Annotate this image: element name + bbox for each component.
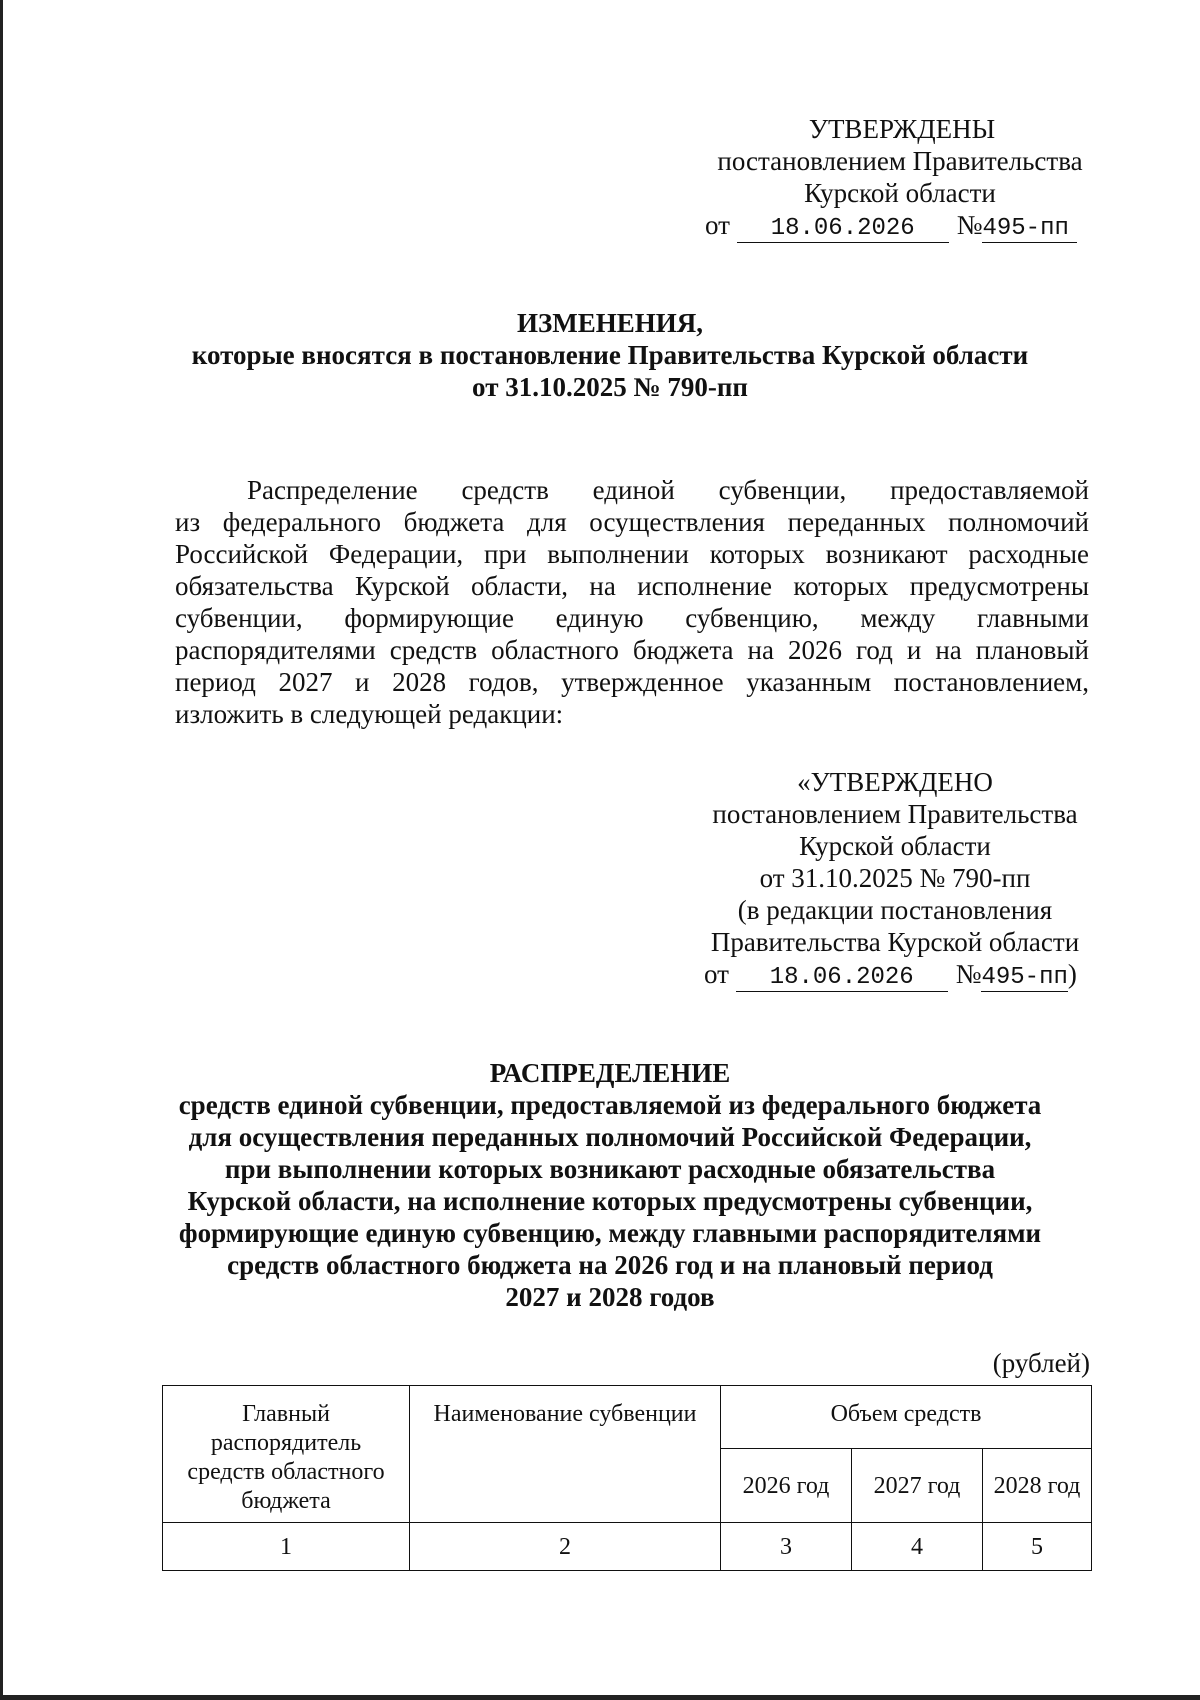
paragraph-line: обязательства Курской области, на исполнение которых предусмотрены xyxy=(175,571,1089,601)
body-paragraph xyxy=(175,474,1089,730)
distribution-title xyxy=(150,1057,1070,1313)
distribution-table xyxy=(162,1385,1092,1571)
paragraph-line: Распределение средств единой субвенции, предоставляемой xyxy=(247,475,1089,505)
distribution-title-line: для осуществления переданных полномочий Российской Федерации, xyxy=(188,1122,1032,1152)
approval-date: 18.06.2026 xyxy=(736,965,948,992)
distribution-title-line: при выполнении которых возникают расходные обязательства xyxy=(224,1154,996,1184)
paragraph-line: период 2027 и 2028 годов, утвержденное указанным постановлением, xyxy=(175,667,1089,697)
approval-line: постановлением Правительства xyxy=(717,146,1083,176)
approval-line: от 31.10.2025 № 790-пп xyxy=(759,863,1031,893)
approval-date-line xyxy=(690,958,1100,992)
table-header-funds-volume: Объем средств xyxy=(721,1386,1092,1449)
approval-block-top xyxy=(700,113,1100,243)
approval-block-second xyxy=(690,766,1100,992)
approval-heading: УТВЕРЖДЕНЫ xyxy=(808,114,996,144)
approval-number: 495-пп xyxy=(981,964,1068,991)
distribution-title-line: средств областного бюджета на 2026 год и на плановый период xyxy=(227,1250,993,1280)
table-header-subvention-name: Наименование субвенции xyxy=(410,1386,721,1523)
distribution-title-line: РАСПРЕДЕЛЕНИЕ xyxy=(489,1058,731,1088)
approval-date: 18.06.2026 xyxy=(737,216,949,243)
table-column-number: 3 xyxy=(721,1523,852,1571)
date-prefix: от xyxy=(705,210,730,240)
table-column-number: 2 xyxy=(410,1523,721,1571)
changes-title-line: которые вносятся в постановление Правительства Курской области xyxy=(191,340,1029,370)
table-header-year-2027: 2027 год xyxy=(852,1449,983,1523)
paragraph-line: субвенции, формирующие единую субвенцию, между главными xyxy=(175,603,1089,633)
changes-title-line: ИЗМЕНЕНИЯ, xyxy=(516,308,703,338)
table-header-year-2028: 2028 год xyxy=(983,1449,1092,1523)
approval-line: Курской области xyxy=(799,831,991,861)
closing-paren: ) xyxy=(1067,959,1077,989)
distribution-title-line: Курской области, на исполнение которых предусмотрены субвенции, xyxy=(187,1186,1033,1216)
changes-title-line: от 31.10.2025 № 790-пп xyxy=(472,372,748,402)
table-column-number: 4 xyxy=(852,1523,983,1571)
table-column-number: 1 xyxy=(163,1523,410,1571)
paragraph-line: изложить в следующей редакции: xyxy=(175,699,564,729)
approval-line: Правительства Курской области xyxy=(710,927,1080,957)
date-prefix: от xyxy=(704,959,729,989)
distribution-title-line: 2027 и 2028 годов xyxy=(505,1282,715,1312)
changes-title xyxy=(150,307,1070,403)
approval-number: 495-пп xyxy=(982,216,1077,243)
approval-line: (в редакции постановления xyxy=(737,895,1053,925)
scan-left-border xyxy=(0,0,3,1700)
table-header-main-administrator: Главный распорядитель средств областного бюджета xyxy=(163,1386,410,1523)
approval-line: постановлением Правительства xyxy=(712,799,1078,829)
scan-bottom-border xyxy=(0,1695,1200,1700)
distribution-title-line: формирующие единую субвенцию, между главными распорядителями xyxy=(178,1218,1042,1248)
approval-heading: «УТВЕРЖДЕНО xyxy=(797,767,993,797)
approval-date-line xyxy=(700,209,1100,243)
units-label: (рублей) xyxy=(992,1348,1090,1378)
table-header-year-2026: 2026 год xyxy=(721,1449,852,1523)
number-prefix: № xyxy=(956,210,983,240)
paragraph-line: распорядителями средств областного бюджета на 2026 год и на плановый xyxy=(175,635,1089,665)
paragraph-line: из федерального бюджета для осуществления переданных полномочий xyxy=(175,507,1089,537)
table-column-number: 5 xyxy=(983,1523,1092,1571)
distribution-title-line: средств единой субвенции, предоставляемой из федерального бюджета xyxy=(178,1090,1042,1120)
number-prefix: № xyxy=(955,959,982,989)
approval-line: Курской области xyxy=(804,178,996,208)
paragraph-line: Российской Федерации, при выполнении которых возникают расходные xyxy=(175,539,1089,569)
